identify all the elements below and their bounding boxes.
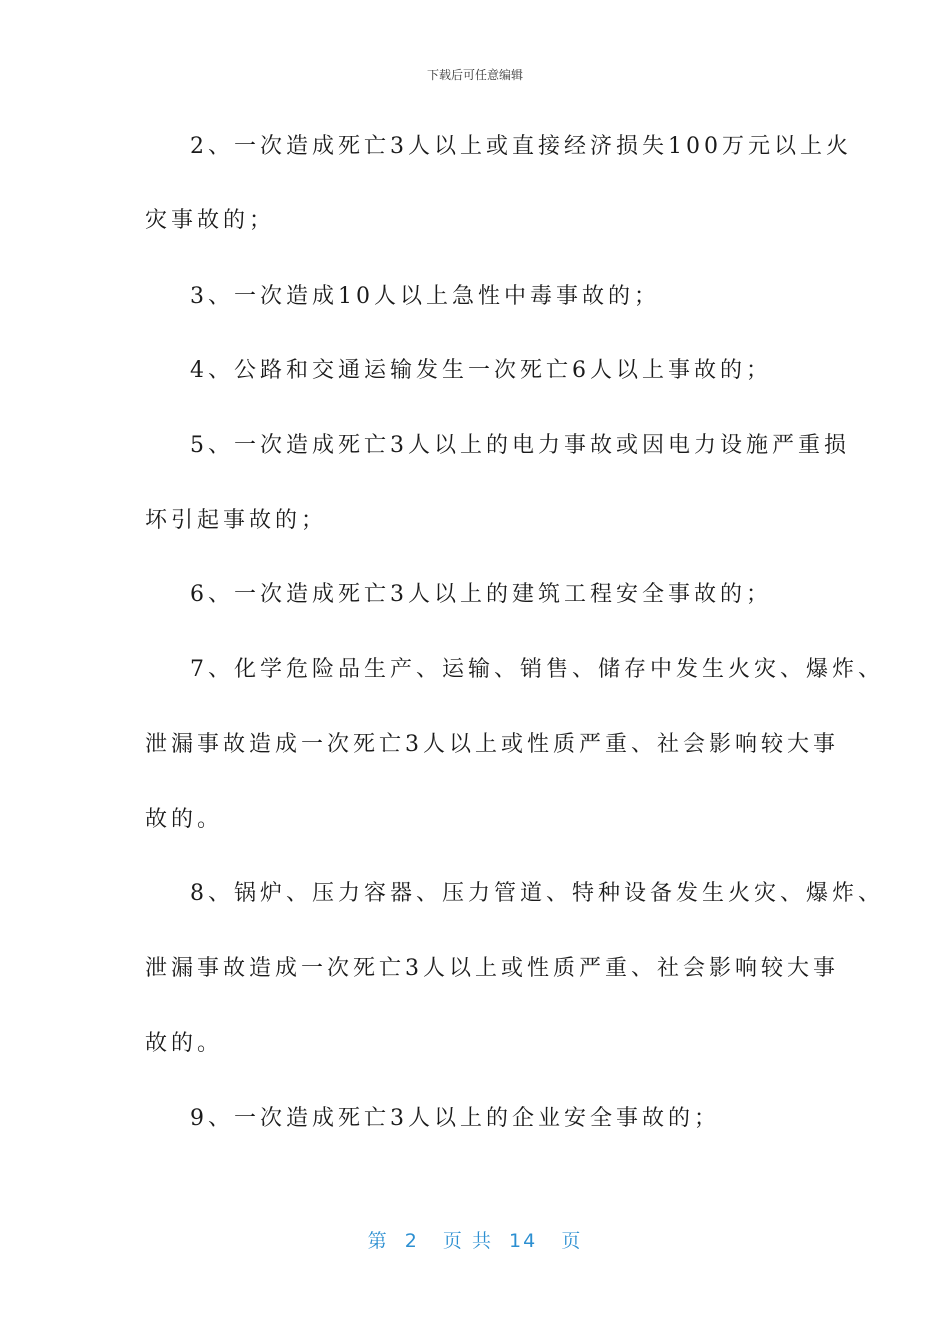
paragraph-line: 故的。 [145, 1031, 224, 1056]
paragraph-line: 4、公路和交通运输发生一次死亡6人以上事故的； [190, 358, 772, 383]
paragraph-line: 泄漏事故造成一次死亡3人以上或性质严重、社会影响较大事 [145, 956, 839, 981]
paragraph-line: 7、化学危险品生产、运输、销售、储存中发生火灾、爆炸、 [190, 657, 884, 682]
page-number-footer: 第 2 页 共 14 页 [367, 1230, 583, 1252]
paragraph-line: 8、锅炉、压力容器、压力管道、特种设备发生火灾、爆炸、 [190, 881, 884, 906]
paragraph-line: 泄漏事故造成一次死亡3人以上或性质严重、社会影响较大事 [145, 732, 839, 757]
paragraph-line: 2、一次造成死亡3人以上或直接经济损失100万元以上火 [190, 134, 852, 159]
paragraph-line: 9、一次造成死亡3人以上的企业安全事故的； [190, 1106, 720, 1131]
paragraph-line: 3、一次造成10人以上急性中毒事故的； [190, 284, 660, 309]
paragraph-line: 5、一次造成死亡3人以上的电力事故或因电力设施严重损 [190, 433, 850, 458]
paragraph-line: 6、一次造成死亡3人以上的建筑工程安全事故的； [190, 582, 772, 607]
page-header: 下载后可任意编辑 [426, 68, 523, 82]
paragraph-line: 故的。 [145, 807, 224, 832]
paragraph-line: 坏引起事故的； [145, 508, 328, 533]
paragraph-line: 灾事故的； [145, 208, 276, 233]
